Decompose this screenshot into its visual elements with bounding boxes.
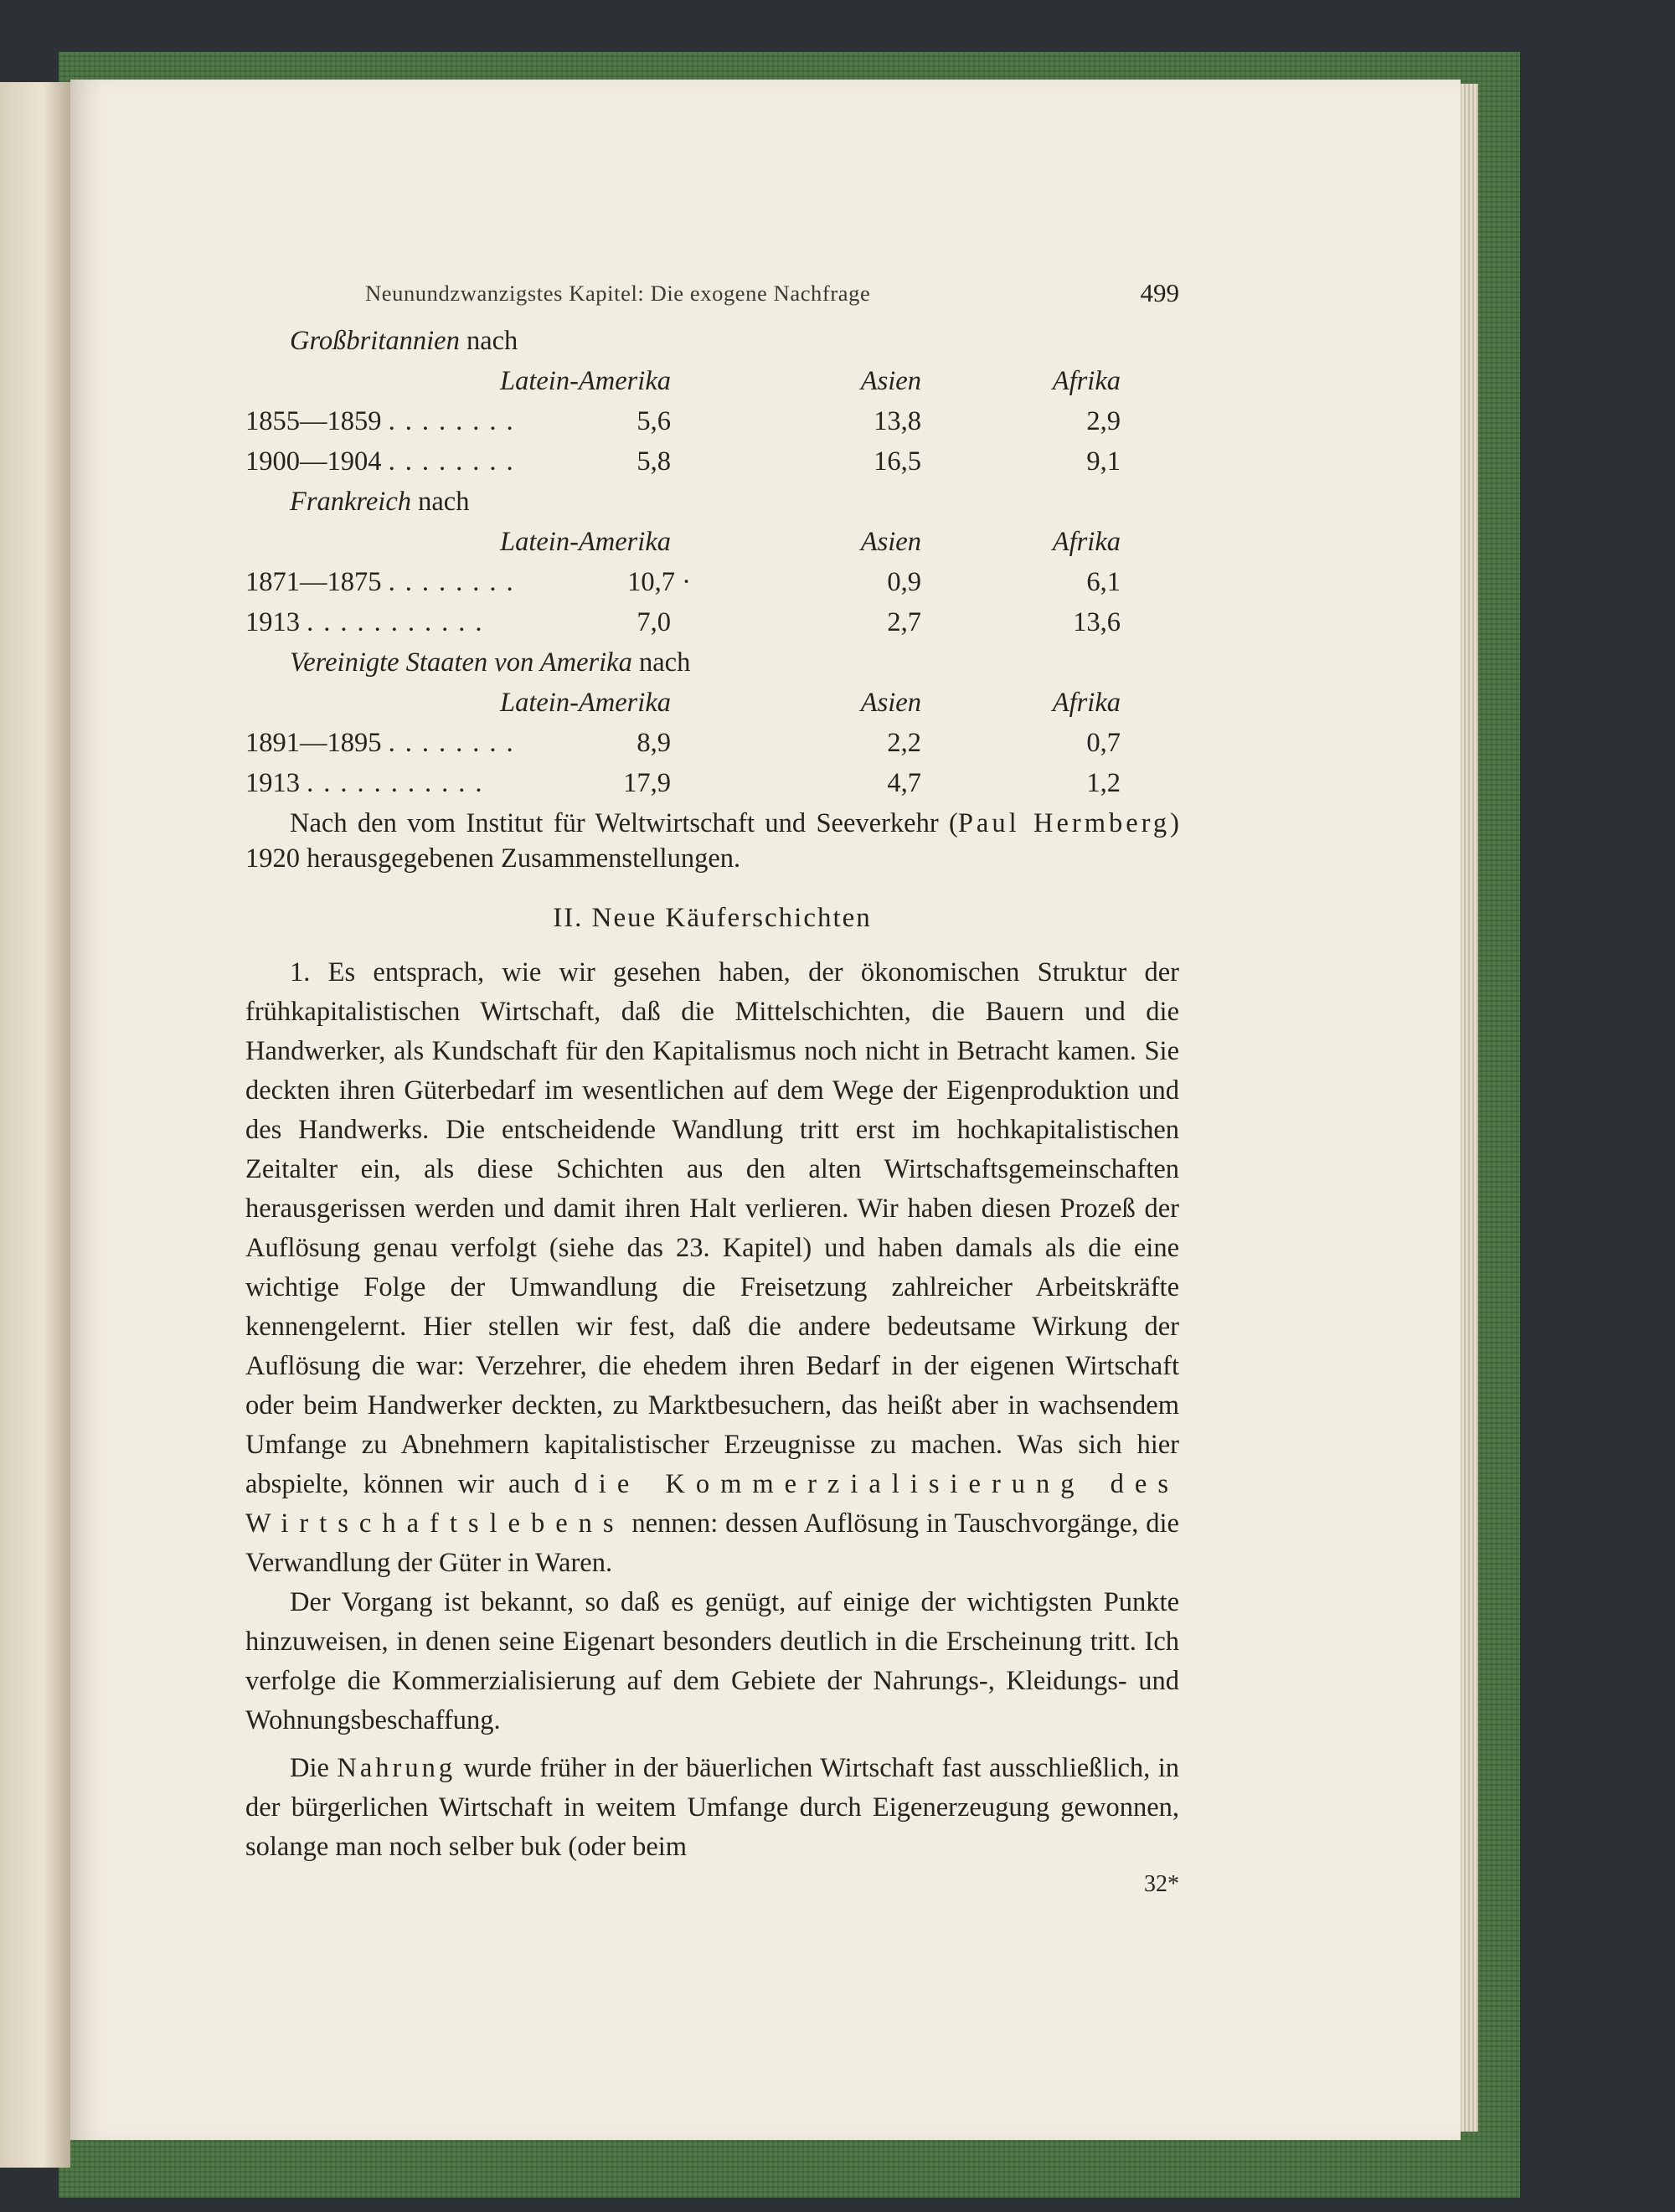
source-note: Nach den vom Institut für Weltwirtschaft und Seeverkehr (Paul Hermberg) 1920 herausgegebenen Zusammenstellungen. [245, 808, 1179, 874]
table-row: 1855—1859 ........ 5,6 13,8 2,9 [245, 401, 1179, 441]
table-row: 1913 ........... 7,0 2,7 13,6 [245, 602, 1179, 642]
signature-mark: 32* [1144, 1871, 1179, 1897]
year-cell: 1891—1895 [245, 728, 382, 758]
value-cell: 17,9 [623, 768, 671, 798]
year-cell: 1900—1904 [245, 446, 382, 477]
value-cell: 2,2 [887, 728, 921, 758]
year-cell: 1871—1875 [245, 567, 382, 597]
paragraph-2: Der Vorgang ist bekannt, so daß es genügt, auf einige der wichtigsten Punkte hinzuweisen, in denen seine Eigenart besonders deutlich in die Erscheinung tritt. Ich verfolge die Kommerzialisierung auf dem Gebiete der Nahrungs-, Kleidungs- und Wohnungsbeschaffung. [245, 1587, 1179, 1735]
emphasis-nahrung: Nahrung [337, 1753, 456, 1783]
year-cell: 1855—1859 [245, 406, 382, 436]
value-cell: 7,0 [636, 607, 671, 637]
value-cell: 2,9 [1086, 406, 1121, 436]
table-country-us: Vereinigte Staaten von Amerika nach [290, 647, 691, 678]
value-cell: 0,7 [1086, 728, 1121, 758]
table-column-headers [245, 683, 1179, 723]
column-header-asia: Asien [860, 688, 921, 718]
value-cell: 0,9 [887, 567, 921, 597]
value-cell: 5,6 [636, 406, 671, 436]
value-cell: 9,1 [1086, 446, 1121, 477]
value-cell: 1,2 [1086, 768, 1121, 798]
value-cell: 13,6 [1073, 607, 1121, 637]
value-cell: 2,7 [887, 607, 921, 637]
left-page-edge [0, 82, 70, 2168]
table-column-headers [245, 361, 1179, 401]
table-country-fr: Frankreich nach [290, 487, 470, 517]
section-heading: II. Neue Käuferschichten [553, 903, 872, 933]
table-row: 1891—1895 ........ 8,9 2,2 0,7 [245, 723, 1179, 763]
value-cell: 8,9 [636, 728, 671, 758]
value-cell: 16,5 [874, 446, 921, 477]
page-number: 499 [1140, 278, 1179, 307]
value-cell: 4,7 [887, 768, 921, 798]
page-content [245, 278, 1179, 1902]
column-header-asia: Asien [860, 366, 921, 396]
table-country-gb: Großbritannien nach [290, 326, 518, 356]
column-header-africa: Afrika [1052, 366, 1121, 396]
column-header-africa: Afrika [1052, 688, 1121, 718]
year-cell: 1913 [245, 768, 300, 798]
column-header-latin-america: Latein-Amerika [500, 688, 671, 718]
paragraph-1: 1. Es entsprach, wie wir gesehen haben, der ökonomischen Struktur der frühkapitalistischen Wirtschaft, daß die Mittelschichten, die Bauern und die Handwerker, als Kundschaft für den Kapitalismus noch nicht in Betracht kamen. Sie deckten ihren Güterbedarf im wesentlichen auf dem Wege der Eigenproduktion und des Handwerks. Die entscheidende Wandlung tritt erst im hochkapitalistischen Zeitalter ein, als diese Schichten aus den alten Wirtschaftsgemeinschaften herausgerissen werden und damit ihren Halt verlieren. Wir haben diesen Prozeß der Auflösung genau verfolgt (siehe das 23. Kapitel) und haben damals als die eine wichtige Folge der Umwandlung die Freisetzung zahlreicher Arbeitskräfte kennengelernt. Hier stellen wir fest, daß die andere bedeutsame Wirkung der Auflösung die war: Verzehrer, die ehedem ihren Bedarf in der eigenen Wirtschaft oder beim Handwerker deckten, zu Marktbesuchern, das heißt aber in wachsendem Umfange zu Abnehmern kapitalistischer Erzeugnisse zu machen. Was sich hier abspielte, können wir auch die Kommerzialisierung des Wirtschaftslebens nennen: dessen Auflösung in Tauschvorgänge, die Verwandlung der Güter in Waren. [245, 957, 1179, 1578]
year-cell: 1913 [245, 607, 300, 637]
author-name: Paul Hermberg [957, 808, 1171, 838]
running-head: Neunundzwanzigstes Kapitel: Die exogene Nachfrage [365, 281, 871, 306]
table-row: 1900—1904 ........ 5,8 16,5 9,1 [245, 441, 1179, 482]
column-header-africa: Afrika [1052, 527, 1121, 557]
table-row: 1871—1875 ........ 10,7 · 0,9 6,1 [245, 562, 1179, 602]
value-cell: 5,8 [636, 446, 671, 477]
value-cell: 6,1 [1086, 567, 1121, 597]
paragraph-3: Die Nahrung wurde früher in der bäuerlichen Wirtschaft fast ausschließlich, in der bürgerlichen Wirtschaft in weitem Umfange durch Eigenerzeugung gewonnen, solange man noch selber buk (oder beim [245, 1753, 1179, 1862]
table-row: 1913 ........... 17,9 4,7 1,2 [245, 763, 1179, 803]
value-cell: 10,7 · [627, 567, 691, 597]
column-header-latin-america: Latein-Amerika [500, 527, 671, 557]
emphasis-spaced: die Kommerzialisierung des Wirtschaftslebens [245, 1469, 1179, 1539]
column-header-asia: Asien [860, 527, 921, 557]
table-column-headers [245, 522, 1179, 562]
column-header-latin-america: Latein-Amerika [500, 366, 671, 396]
value-cell: 13,8 [874, 406, 921, 436]
page-header [245, 278, 1179, 321]
